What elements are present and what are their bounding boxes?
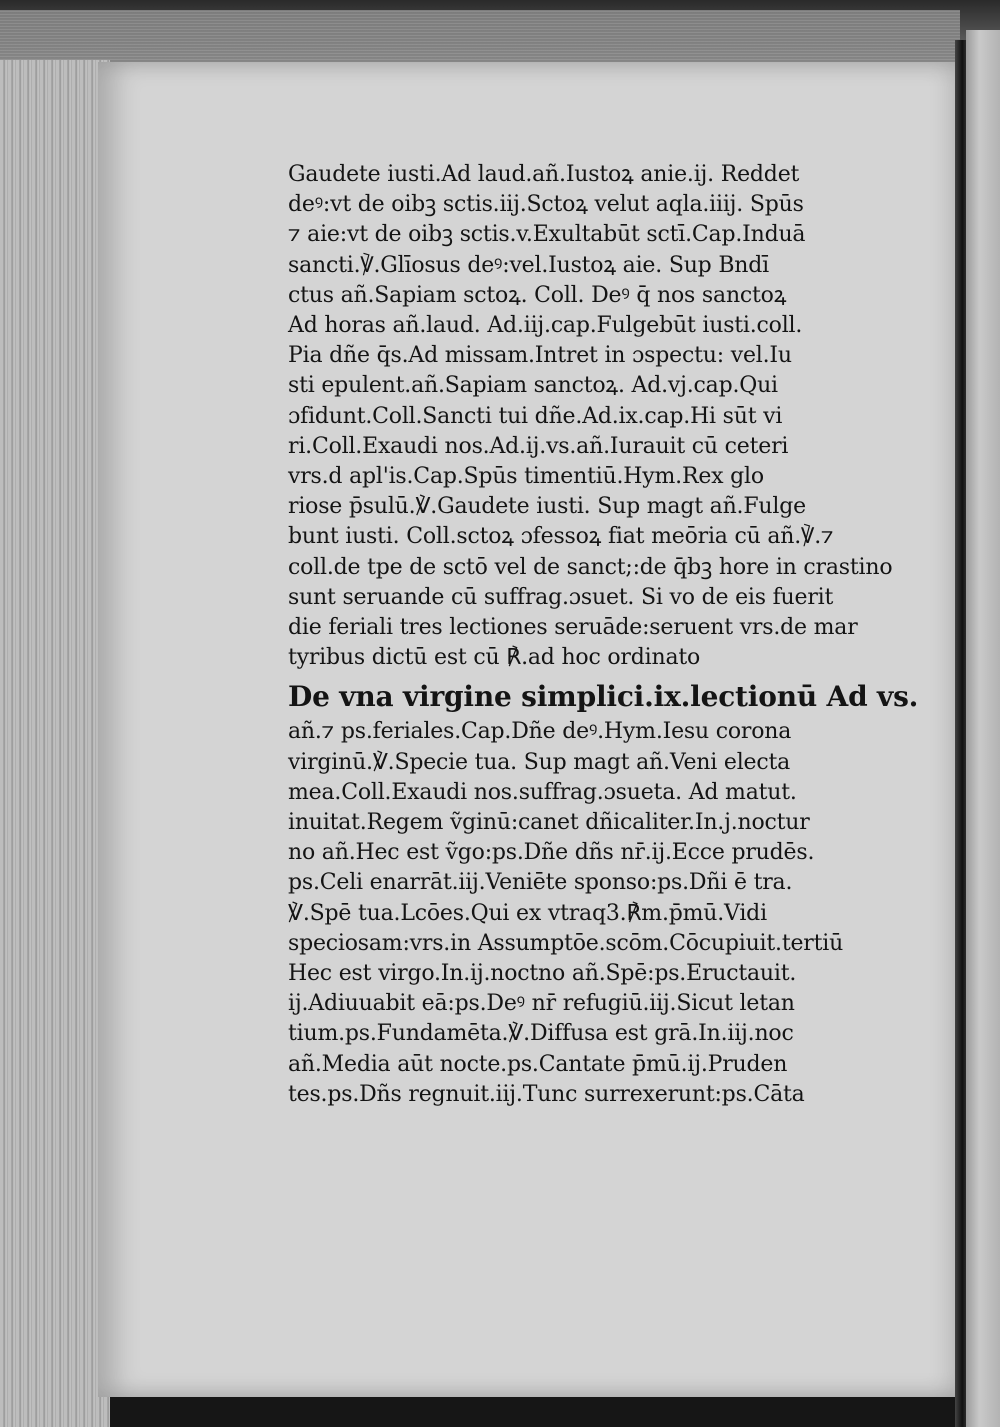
text-line: inuitat.Regem ṽginū:canet dñicaliter.In.j.noctur	[288, 810, 810, 836]
text-line: ɔfidunt.Coll.Sancti tui dñe.Ad.ix.cap.Hi sūt vi	[288, 403, 783, 429]
text-line: tyribus dictū est cū ℟.ad hoc ordinato	[288, 645, 701, 671]
text-line: riose p̄sulū.℣.Gaudete iusti. Sup magt añ.Fulge	[288, 494, 806, 520]
text-line: Hec est virgo.In.ij.noctno añ.Spē:ps.Eructauit.	[288, 961, 797, 987]
text-line: ℣.Spē tua.Lcōes.Qui ex vtraq3.℟m.p̄mū.Vidi	[288, 900, 767, 926]
text-line: mea.Coll.Exaudi nos.suffrag.ɔsueta. Ad matut.	[288, 779, 797, 805]
text-line: sancti.℣.Glīosus deꝰ:vel.Iustoꝝ aie. Sup Bndī	[288, 252, 769, 278]
text-line: ctus añ.Sapiam sctoꝝ. Coll. Deꝰ q̄ nos sanctoꝝ	[288, 282, 787, 308]
text-line: añ.Media aūt nocte.ps.Cantate p̄mū.ij.Pruden	[288, 1051, 788, 1077]
text-line: coll.de tpe de sctō vel de sanct;:de q̄bꝫ hore in crastino	[288, 554, 893, 580]
text-line: Ad horas añ.laud. Ad.iij.cap.Fulgebūt iusti.coll.	[288, 313, 803, 339]
text-line: ij.Adiuuabit eā:ps.Deꝰ nr̄ refugiū.iij.Sicut letan	[288, 991, 795, 1017]
text-line: no añ.Hec est ṽgo:ps.Dñe dñs nr̄.ij.Ecce prudēs.	[288, 840, 815, 866]
text-line: deꝰ:vt de oibꝫ sctis.iij.Sctoꝝ velut aqla.iiij. Spūs	[288, 192, 804, 218]
text-line: bunt iusti. Coll.sctoꝝ ɔfessoꝝ fiat meōria cū añ.℣.⁊	[288, 524, 834, 550]
text-line: tium.ps.Fundamēta.℣.Diffusa est grā.In.iij.noc	[288, 1021, 794, 1047]
text-line: ⁊ aie:vt de oibꝫ sctis.v.Exultabūt sctī.Cap.Induā	[288, 222, 806, 248]
text-line: ps.Celi enarrāt.iij.Veniēte sponso:ps.Dñi ē tra.	[288, 870, 793, 896]
page-text	[288, 160, 938, 1110]
text-line: añ.⁊ ps.feriales.Cap.Dñe deꝰ.Hym.Iesu corona	[288, 719, 792, 745]
text-line: sunt seruande cū suffrag.ɔsuet. Si vo de eis fuerit	[288, 584, 834, 610]
text-line: virginū.℣.Specie tua. Sup magt añ.Veni electa	[288, 749, 791, 775]
text-line: speciosam:vrs.in Assumptōe.scōm.Cōcupiuit.tertiū	[288, 930, 844, 956]
facing-page-edge	[966, 30, 1000, 1427]
text-line: Pia dñe q̄s.Ad missam.Intret in ɔspectu: vel.Iu	[288, 343, 792, 369]
text-line: die feriali tres lectiones seruāde:seruent vrs.de mar	[288, 615, 858, 641]
text-line: tes.ps.Dñs regnuit.iij.Tunc surrexerunt:ps.Cāta	[288, 1081, 805, 1107]
section-heading: De vna virgine simplici.ix.lectionū Ad vs.	[288, 680, 919, 714]
text-line: sti epulent.añ.Sapiam sanctoꝝ. Ad.vj.cap.Qui	[288, 373, 778, 399]
top-page-edges	[0, 10, 960, 60]
text-line: Gaudete iusti.Ad laud.añ.Iustoꝝ anie.ij. Reddet	[288, 162, 800, 187]
text-line: vrs.d apl'is.Cap.Spūs timentiū.Hym.Rex glo	[288, 464, 764, 490]
left-page-edges	[0, 60, 110, 1427]
text-line: ri.Coll.Exaudi nos.Ad.ij.vs.añ.Iurauit cū ceteri	[288, 433, 789, 459]
